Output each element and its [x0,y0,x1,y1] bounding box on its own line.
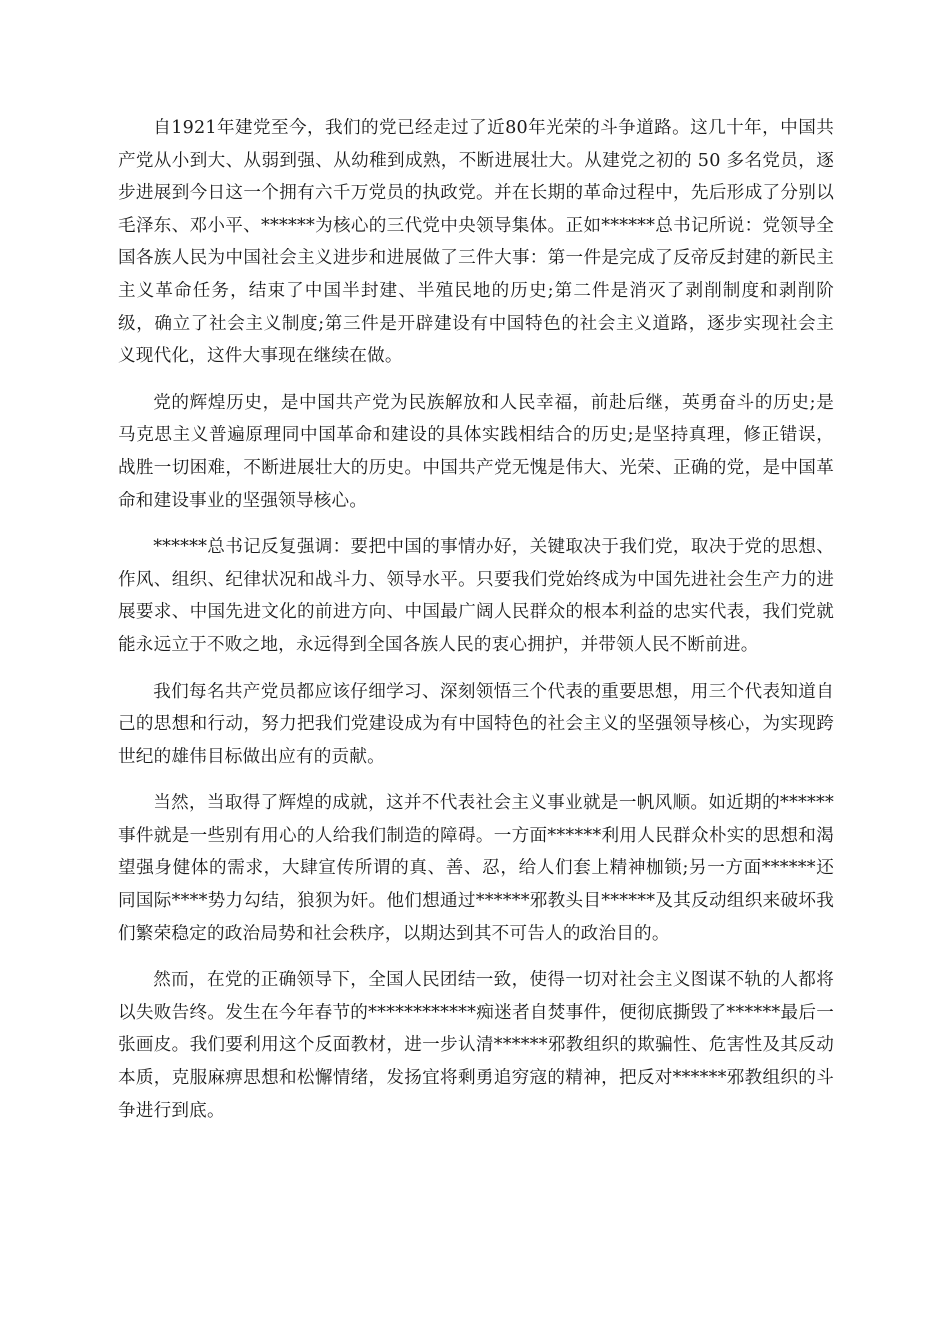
paragraph-3: ******总书记反复强调：要把中国的事情办好，关键取决于我们党，取决于党的思想、作风、组织、纪律状况和战斗力、领导水平。只要我们党始终成为中国先进社会生产力的进展要求、中国先进文化的前进方向、中国最广阔人民群众的根本利益的忠实代表，我们党就能永远立于不败之地，永远得到全国各族人民的衷心拥护，并带领人民不断前进。 [118,537,834,655]
paragraph-4: 我们每名共产党员都应该仔细学习、深刻领悟三个代表的重要思想，用三个代表知道自己的思想和行动，努力把我们党建设成为有中国特色的社会主义的坚强领导核心，为实现跨世纪的雄伟目标做出应有的贡献。 [118,681,834,767]
paragraph-6: 然而，在党的正确领导下，全国人民团结一致，使得一切对社会主义图谋不轨的人都将以失败告终。发生在今年春节的************痴迷者自焚事件，便彻底撕毁了******最后一张画皮。我们要利用这个反面教材，进一步认清******邪教组织的欺骗性、危害性及其反动本质，克服麻痹思想和松懈情绪，发扬宜将剩勇追穷寇的精神，把反对******邪教组织的斗争进行到底。 [118,970,834,1121]
paragraph-1: 自1921年建党至今，我们的党已经走过了近80年光荣的斗争道路。这几十年，中国共产党从小到大、从弱到强、从幼稚到成熟，不断进展壮大。从建党之初的 50 多名党员，逐步进展到今日这一个拥有六千万党员的执政党。并在长期的革命过程中，先后形成了分别以毛泽东、邓小平、******为核心的三代党中央领导集体。正如******总书记所说：党领导全国各族人民为中国社会主义进步和进展做了三件大事：第一件是完成了反帝反封建的新民主主义革命任务，结束了中国半封建、半殖民地的历史;第二件是消灭了剥削制度和剥削阶级，确立了社会主义制度;第三件是开辟建设有中国特色的社会主义道路，逐步实现社会主义现代化，这件大事现在继续在做。 [118,118,834,367]
paragraph-5: 当然，当取得了辉煌的成就，这并不代表社会主义事业就是一帆风顺。如近期的******事件就是一些别有用心的人给我们制造的障碍。一方面******利用人民群众朴实的思想和渴望强身健体的需求，大肆宣传所谓的真、善、忍，给人们套上精神枷锁;另一方面******还同国际****势力勾结，狼狈为奸。他们想通过******邪教头目******及其反动组织来破坏我们繁荣稳定的政治局势和社会秩序，以期达到其不可告人的政治目的。 [118,793,834,944]
document-body [118,112,834,1141]
paragraph-2: 党的辉煌历史，是中国共产党为民族解放和人民幸福，前赴后继，英勇奋斗的历史;是马克思主义普遍原理同中国革命和建设的具体实践相结合的历史;是坚持真理，修正错误，战胜一切困难，不断进展壮大的历史。中国共产党无愧是伟大、光荣、正确的党，是中国革命和建设事业的坚强领导核心。 [118,392,834,511]
